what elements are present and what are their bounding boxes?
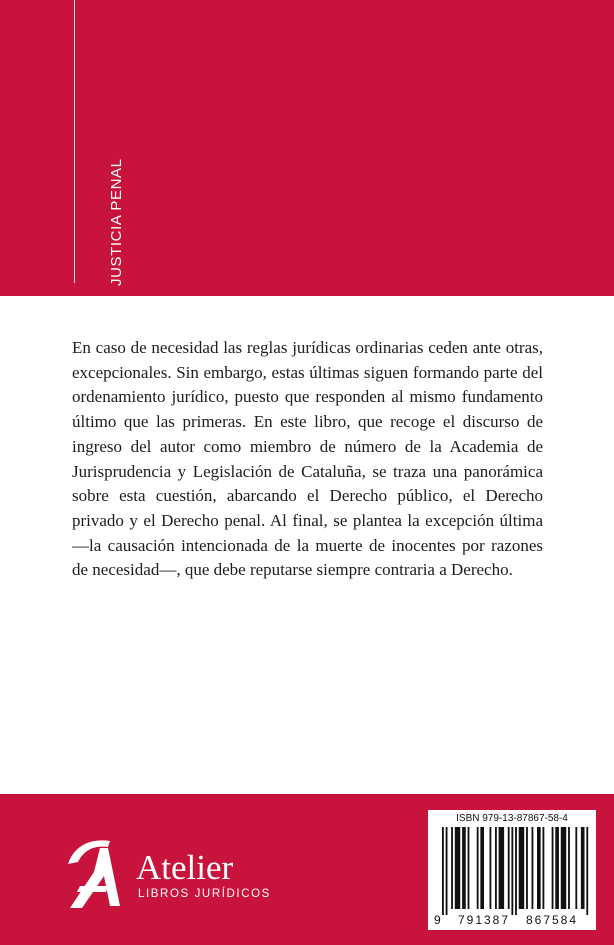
series-title: JUSTICIA PENAL — [108, 158, 125, 286]
barcode-bar — [462, 827, 466, 909]
publisher-subtitle: LIBROS JURÍDICOS — [138, 888, 271, 900]
publisher-name: Atelier — [136, 848, 234, 887]
barcode-bar — [442, 827, 444, 915]
barcode-bar — [446, 827, 448, 915]
back-cover-blurb: En caso de necesidad las reglas jurídicas ordinarias ceden ante otras, excepcionales. Sin embargo, estas últimas siguen formando parte del ordenamiento jurídico, puesto que responden al mismo fundamento último que las primeras. En este libro, que recoge el discurso de ingreso del autor como miembro de número de la Academia de Jurisprudencia y Legislación de Cataluña, se traza una panorámica sobre esta cuestión, abarcando el Derecho público, el Derecho privado y el Derecho penal. Al final, se plantea la excepción última —la causación intencionada de la muerte de inocentes por razones de necesidad—, que debe reputarse siempre contraria a Derecho. — [72, 338, 543, 580]
barcode-bar — [519, 827, 524, 909]
isbn-label: ISBN 979-13-87867-58-4 — [456, 813, 568, 824]
barcode-bar — [586, 827, 588, 915]
barcode-bar — [480, 827, 484, 909]
barcode-bar — [575, 827, 577, 909]
barcode-bar — [568, 827, 570, 909]
barcode-bar — [526, 827, 528, 909]
barcode-bar — [561, 827, 566, 909]
barcode-bar — [532, 827, 534, 909]
barcode-bar — [468, 827, 470, 909]
barcode-bar — [451, 827, 453, 909]
top-color-band — [0, 0, 614, 296]
barcode-bar — [477, 827, 479, 909]
barcode-bar — [542, 827, 544, 909]
barcode-bar — [490, 827, 492, 909]
barcode-bar — [555, 827, 559, 909]
barcode-digits-left: 791387 — [457, 913, 511, 927]
series-divider-line — [74, 0, 75, 283]
atelier-monogram-icon — [64, 836, 126, 910]
barcode-bar — [552, 827, 554, 909]
barcode-bar — [455, 827, 460, 909]
barcode-bars — [442, 827, 588, 915]
barcode-digits-lead: 9 — [434, 913, 441, 927]
barcode — [428, 810, 596, 930]
barcode-bar — [495, 827, 497, 909]
barcode-bar — [508, 827, 510, 909]
barcode-bar — [499, 827, 504, 909]
barcode-bar — [515, 827, 517, 915]
barcode-bar — [581, 827, 585, 909]
barcode-bar — [511, 827, 513, 915]
barcode-digits-right: 867584 — [525, 913, 579, 927]
barcode-panel — [428, 810, 596, 930]
barcode-bar — [537, 827, 541, 909]
